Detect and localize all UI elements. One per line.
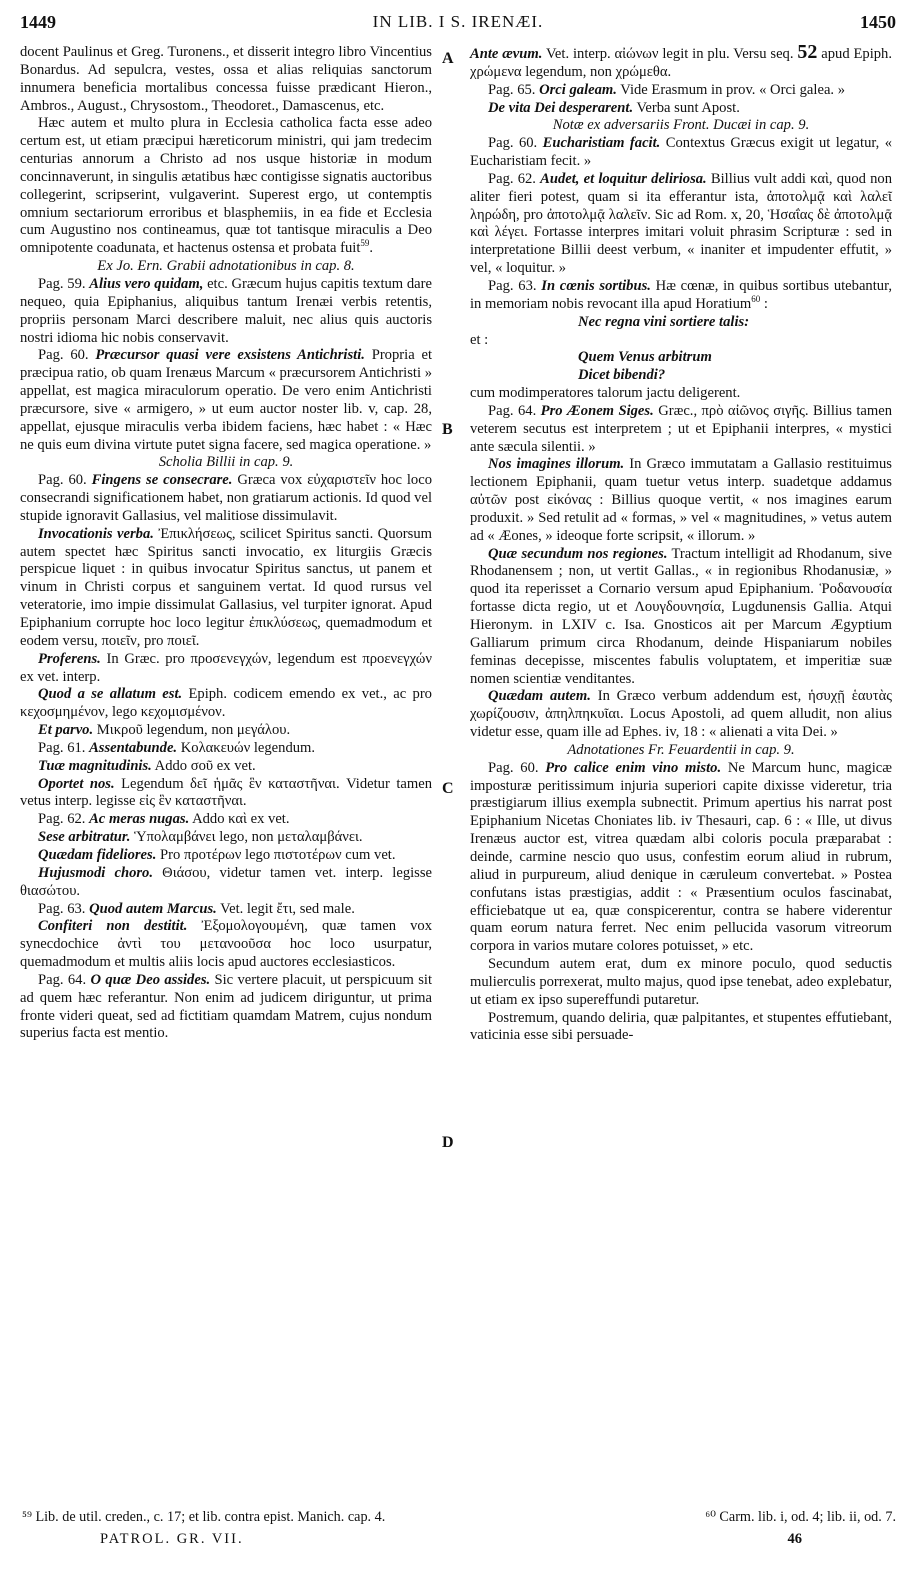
left-column (20, 44, 432, 1043)
paragraph: docent Paulinus et Greg. Turonens., et disserit integro libro Vincentius Bonardus. Ad sepulcra, vestes, ossa et alias reliquias sanctorum innumera beneficia mortalibus concessa fuisse prædicant Hieron., Ambros., August., Chrysostom., Theodoret., Damascenus, etc. (20, 44, 432, 114)
section-heading: Adnotationes Fr. Feuardentii in cap. 9. (567, 741, 795, 758)
paragraph: Pag. 65. Orci galeam. Vide Erasmum in prov. « Orci galea. » (488, 81, 846, 98)
paragraph: Pag. 63. Quod autem Marcus. Vet. legit ἔτι, sed male. (38, 900, 355, 917)
margin-letter-b: B (442, 421, 453, 438)
running-header (20, 12, 896, 36)
paragraph: Confiteri non destitit. Ἐξομολογουμένη, quæ tamen vox synecdochice ἀντὶ του μετανοοῦσα hoc loco usurpatur, quemadmodum et multis aliis locis apud auctores ecclesiasticos. (20, 918, 432, 971)
paragraph: Pag. 62. Ac meras nugas. Addo καὶ ex vet. (38, 811, 290, 828)
paragraph: Pag. 59. Alius vero quidam, etc. Græcum hujus capitis textum dare nequeo, quia Epiphanius, aliquibus tantum Irenæi verbis retentis, propriis personam Marci describere maluit, nec alius quis auctoris nostri idioma hic nobis conservavit. (20, 275, 433, 346)
paragraph: Et parvo. Μικροῦ legendum, non μεγάλου. (38, 722, 291, 739)
paragraph: Quod a se allatum est. Epiph. codicem emendo ex vet., ac pro κεχοσμημένον, lego κεχομισμένον. (20, 686, 432, 721)
footnote-2: ⁶⁰ Carm. lib. i, od. 4; lib. ii, od. 7. (705, 1509, 896, 1525)
paragraph: Quædam autem. In Græco verbum addendum est, ἡσυχῇ ἑαυτὰς χωρίζουσιν, ἀπηλπηκυῖαι. Locus Apostoli, ad quem alludit, non alius videtur esse, quam ille ad Ephes. iv, 18 : « alienati a vita Dei. » (470, 688, 892, 741)
paragraph: Pag. 61. Assentabunde. Κολακευών legendum. (38, 739, 316, 756)
paragraph: Proferens. In Græc. pro προσενεγχών, legendum est προενεγχών ex vet. interp. (20, 650, 432, 685)
paragraph: cum modimperatores talorum jactu deligerent. (470, 385, 741, 402)
paragraph: Hæc autem et multo plura in Ecclesia catholica facta esse adeo certum est, ut etiam præcipui hæreticorum ministri, qui jam tredecim centurias annorum a Christo ad nos usque historiæ in modum concinnaverunt, in singulis ætatibus hæc contigisse signatis auctoribus collegerint, scripserint, vulgaverint. Superest ergo, ut contemptis omnium sectariorum erroribus et blasphemiis, in ea fide et Ecclesia cum Augustino nos contineamus, quæ tot tantisque miraculis a Deo omnipotente coadunata, et hactenus ostensa et probata fuit$^{59}$. (20, 115, 432, 257)
verse-quote: Nec regna vini sortiere talis: (578, 313, 750, 330)
footnote-1: ⁵⁹ Lib. de util. creden., c. 17; et lib. contra epist. Manich. cap. 4. (22, 1509, 386, 1525)
paragraph: Pag. 64. O quæ Deo assides. Sic vertere placuit, ut perspicuum sit ad quem hæc referantur. Non enim ad judicem diriguntur, ut prima fronte videri queat, sed ad fictitiam quamdam Matrem, cujus nondum superius facta est mentio. (20, 971, 432, 1042)
margin-letter-a: A (442, 50, 454, 67)
paragraph: Pag. 60. Præcursor quasi vere exsistens Antichristi. Propria et præcipua ratio, ob quam Irenæus Marcum « præcursorem Antichristi » appellat, est magica miraculorum operatio. De vero enim Antichristi præcursore, sive « armigero, » ut eum auctor noster lib. v, cap. 28, appellat, ejusque miraculis verba ibidem faciens, hæc habet : « Hæc ne quis eum divina virtute putet signa facere, sed magica operatione. » (20, 347, 432, 453)
paragraph: Hujusmodi choro. Θιάσου, videtur tamen vet. interp. legisse θιασώτου. (20, 864, 433, 899)
margin-letter-c: C (442, 780, 454, 797)
page-footer (100, 1531, 802, 1548)
paragraph: Pag. 63. In cœnis sortibus. Hæ cœnæ, in quibus sortibus utebantur, in memoriam nobis revocant illa apud Horatium$^{60}$ : (470, 277, 893, 312)
paragraph: Tuæ magnitudinis. Addo σοῦ ex vet. (38, 757, 256, 774)
section-heading: Notæ ex adversariis Front. Ducæi in cap. 9. (552, 117, 810, 134)
paragraph: Invocationis verba. Ἐπικλήσεως, scilicet Spiritus sancti. Quorsum autem spectet hæc Spiritus sancti invocatio, ex liturgiis Græcis perspicue liquet : in quibus invocatur Spiritus sanctus, ut panem et vinum in Christi corpus et sanguinem vertat. Id quod rursus vel veteratorie, imo impie dissimulat Gallasius, vel turpiter ignorat. Apud Epiphanium corrupte hoc loco legitur ἐπικλύσεως, quemadmodum et eodem versu, ποιεῖν, pro ποιεῖ. (20, 525, 432, 649)
footnotes (22, 1509, 896, 1526)
paragraph: Pag. 60. Eucharistiam facit. Contextus Græcus exigit ut legatur, « Eucharistiam fecit. » (470, 135, 893, 170)
paragraph: De vita Dei desperarent. Verba sunt Apost. (488, 99, 740, 116)
right-column (470, 41, 893, 1045)
paragraph: Oportet nos. Legendum δεῖ ἡμᾶς ἓν καταστῆναι. Videtur tamen vetus interp. legisse εἰς ἓν καταστῆναι. (20, 775, 432, 810)
paragraph: Pag. 64. Pro Æonem Siges. Græc., πρὸ αἰῶνος σιγῆς. Billius tamen veterem secutus est interpretem ; ut et Epiphanii interpres, « mystici ante sæcula silentii. » (470, 402, 892, 455)
verse-intro: et : (470, 331, 489, 348)
verse-quote: Quem Venus arbitrum (578, 349, 712, 366)
verse-quote: Dicet bibendi? (578, 367, 666, 384)
paragraph: Pag. 60. Fingens se consecrare. Græca vox εὐχαριστεῖν hoc loco consecrandi significationem habet, non gratiarum actionis. Id quod vel stupide ignoravit Gallasius, vel malitiose dissimulavit. (20, 472, 432, 524)
paragraph: Quædam fideliores. Pro προτέρων lego πιστοτέρων cum vet. (38, 846, 396, 863)
section-heading: Ex Jo. Ern. Grabii adnotationibus in cap. 8. (97, 258, 355, 275)
paragraph: Quæ secundum nos regiones. Tractum intelligit ad Rhodanum, sive Rhodanensem ; non, ut vertit Gallas., « in regionibus Rhodanusiæ, » quod ita reperisset a Cornario versum apud Epiphanium. Ῥοδανουσία fortasse dicta regio, ut et Λουγδουνησία, Lugdunensis Gallia. Atqui Hieronym. in LXIV c. Isa. Gnosticos ait per Marcum Ægyptium Galliarum primum circa Rhodanum, deinde Hispaniarum nobiles feminas decepisse, miscentes fabulis voluptatem, et imperitiæ suæ nomen scientiæ venditantes. (470, 545, 892, 687)
paragraph: Ante ævum. Vet. interp. αἰώνων legit in plu. Versu seq. 52 apud Epiph. χρώμενα legendum, non χρώμεθα. (470, 41, 892, 80)
paragraph: Nos imagines illorum. In Græco immutatam a Gallasio restituimus lectionem Epiphanii, quam tuetur vetus interp. suadetque addamus αὐτῶν post εἰκόνας : Billius quoque vertit, « nos imagines earum produxit. » Sed retulit ad « formas, » vel « magnitudines, » vetus autem ad « Æones, » ideoque forte scripsit, « illorum. » (470, 456, 892, 544)
section-heading: Scholia Billii in cap. 9. (158, 454, 294, 471)
running-title: IN LIB. I S. IRENÆI. (372, 12, 544, 31)
margin-letter-d: D (442, 1134, 454, 1151)
page-number-left: 1449 (20, 12, 56, 32)
series-signature: PATROL. GR. VII. (100, 1531, 244, 1547)
paragraph: Postremum, quando deliria, quæ palpitantes, et stupentes effutiebant, vaticinia esse sibi persuade- (470, 1009, 892, 1044)
signature-number: 46 (787, 1531, 802, 1547)
paragraph: Pag. 62. Audet, et loquitur deliriosa. Billius vult addi καὶ, quod non aliter fieri potest, quam si ita efferantur ista, ἀποτολμᾷ καὶ λαλεῖ ληρώδη, pro ἀποτολμᾷ λαλεῖν. Sic ad Rom. x, 20, Ἡσαΐας δὲ ἀποτολμᾷ καὶ λέγει. Fortasse interpres imitari voluit phrasim Scripturæ : sed in interpretatione Billii deest verbum, « inaniter et impudenter effutit, » vel, « loquitur. » (470, 170, 892, 277)
paragraph: Sese arbitratur. Ὑπολαμβάνει lego, non μεταλαμβάνει. (38, 829, 363, 846)
paragraph: Secundum autem erat, dum ex minore poculo, quod seductis mulierculis porrexerat, multo majus, quod ipse tenebat, adeo explebatur, ut etiam ex ipso supereffundi putaretur. (470, 956, 892, 1008)
paragraph: Pag. 60. Pro calice enim vino misto. Ne Marcum hunc, magicæ imposturæ peritissimum injuria superiori capite dixisse videretur, tria præstigiarum illius exempla subnectit. Primum apertius his narrat post Epiphanium Nicetas Choniates lib. iv Thesauri, cap. 6 : « Ille, ut divus Irenæus auctor est, vitrea quædam albi coloris pocula præparabat : deinde, carmine nescio quo usus, confestim eorum aliud in rubrum, aliud in purpureum, aliud denique in cæruleum convertebat. » Postea confutans istas præstigias, addit : « Præsentium oculos fascinabat, efficiebatque ut ea, quæ conspicerentur, contra se habere viderentur quam eorum natura ferret. Nec enim pellucida vasorum vitreorum corpora in varios mutare colores potuisset, » etc. (470, 759, 892, 955)
page-number-right: 1450 (860, 12, 896, 32)
